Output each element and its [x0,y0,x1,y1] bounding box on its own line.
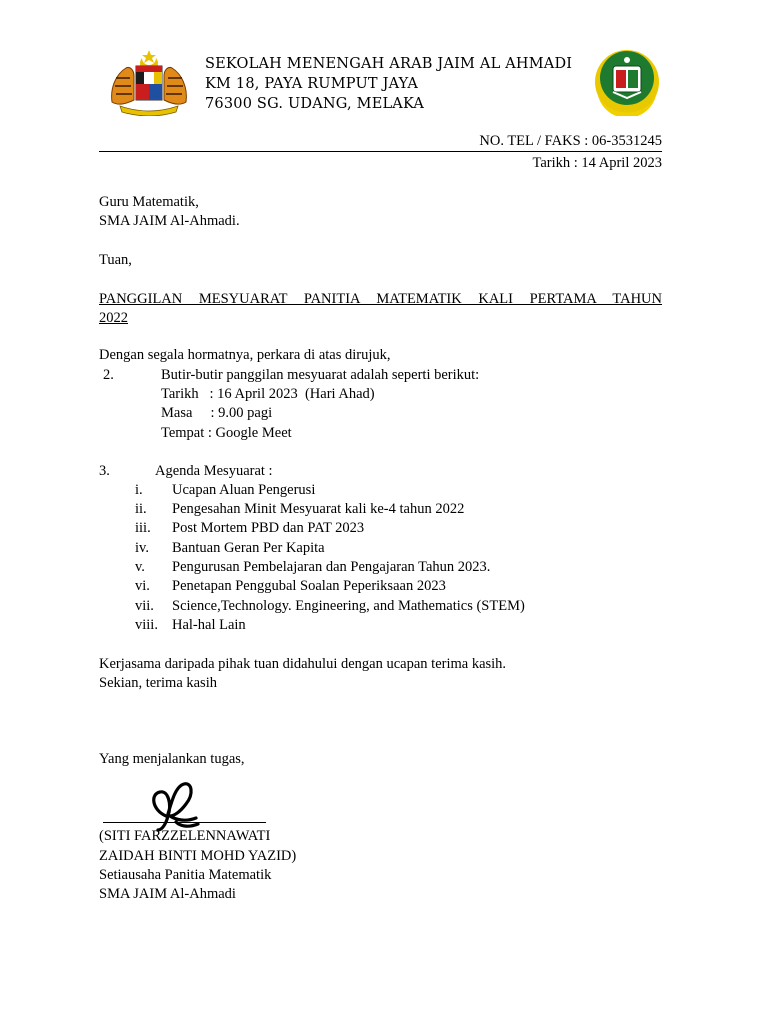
item-2-number: 2. [103,367,114,383]
signatory-organisation: SMA JAIM Al-Ahmadi [99,886,236,902]
agenda-item: Pengesahan Minit Mesyuarat kali ke-4 tahun 2022 [172,501,465,517]
closing-line-2: Sekian, terima kasih [99,675,217,691]
agenda-number: ii. [135,501,147,517]
agenda-number: viii. [135,617,158,633]
tel-fax: NO. TEL / FAKS : 06-3531245 [479,133,662,149]
agenda-number: vi. [135,578,150,594]
item-3-text: Agenda Mesyuarat : [155,463,273,479]
agenda-item: Hal-hal Lain [172,617,246,633]
salutation: Tuan, [99,252,132,268]
agenda-item: Bantuan Geran Per Kapita [172,540,325,556]
agenda-number: vii. [135,598,154,614]
subject-line-2: 2022 [99,310,128,326]
meeting-venue: Tempat : Google Meet [161,425,292,441]
header-divider [99,151,662,152]
agenda-number: v. [135,559,145,575]
letter-date: Tarikh : 14 April 2023 [532,155,662,171]
recipient-line-1: Guru Matematik, [99,194,199,210]
closing-line-1: Kerjasama daripada pihak tuan didahului dengan ucapan terima kasih. [99,656,507,672]
item-3-number: 3. [99,463,110,479]
meeting-date: Tarikh : 16 April 2023 (Hari Ahad) [161,386,375,402]
opening-paragraph: Dengan segala hormatnya, perkara di atas dirujuk, [99,347,391,363]
agenda-item: Ucapan Aluan Pengerusi [172,482,316,498]
school-name: SEKOLAH MENENGAH ARAB JAIM AL AHMADI [205,56,573,72]
agenda-number: iii. [135,520,151,536]
signature-intro: Yang menjalankan tugas, [99,751,245,767]
signature-line [103,822,266,823]
signatory-title: Setiausaha Panitia Matematik [99,867,272,883]
signatory-name-line-1: (SITI FARZZELENNAWATI [99,828,271,844]
agenda-item: Science,Technology. Engineering, and Mathematics (STEM) [172,598,525,614]
school-crest-icon [591,48,663,116]
address-line-2: 76300 SG. UDANG, MELAKA [205,96,425,112]
agenda-item: Penetapan Penggubal Soalan Peperiksaan 2023 [172,578,446,594]
subject-line-1: PANGGILAN MESYUARAT PANITIA MATEMATIK KALI PERTAMA TAHUN [99,291,662,307]
recipient-line-2: SMA JAIM Al-Ahmadi. [99,213,240,229]
malaysia-coat-of-arms-icon [106,48,192,116]
handwritten-signature [146,780,206,832]
agenda-number: iv. [135,540,149,556]
meeting-time: Masa : 9.00 pagi [161,405,273,421]
address-line-1: KM 18, PAYA RUMPUT JAYA [205,76,418,92]
agenda-number: i. [135,482,143,498]
agenda-item: Post Mortem PBD dan PAT 2023 [172,520,365,536]
agenda-item: Pengurusan Pembelajaran dan Pengajaran Tahun 2023. [172,559,491,575]
item-2-text: Butir-butir panggilan mesyuarat adalah seperti berikut: [161,367,480,383]
signatory-name-line-2: ZAIDAH BINTI MOHD YAZID) [99,848,297,864]
